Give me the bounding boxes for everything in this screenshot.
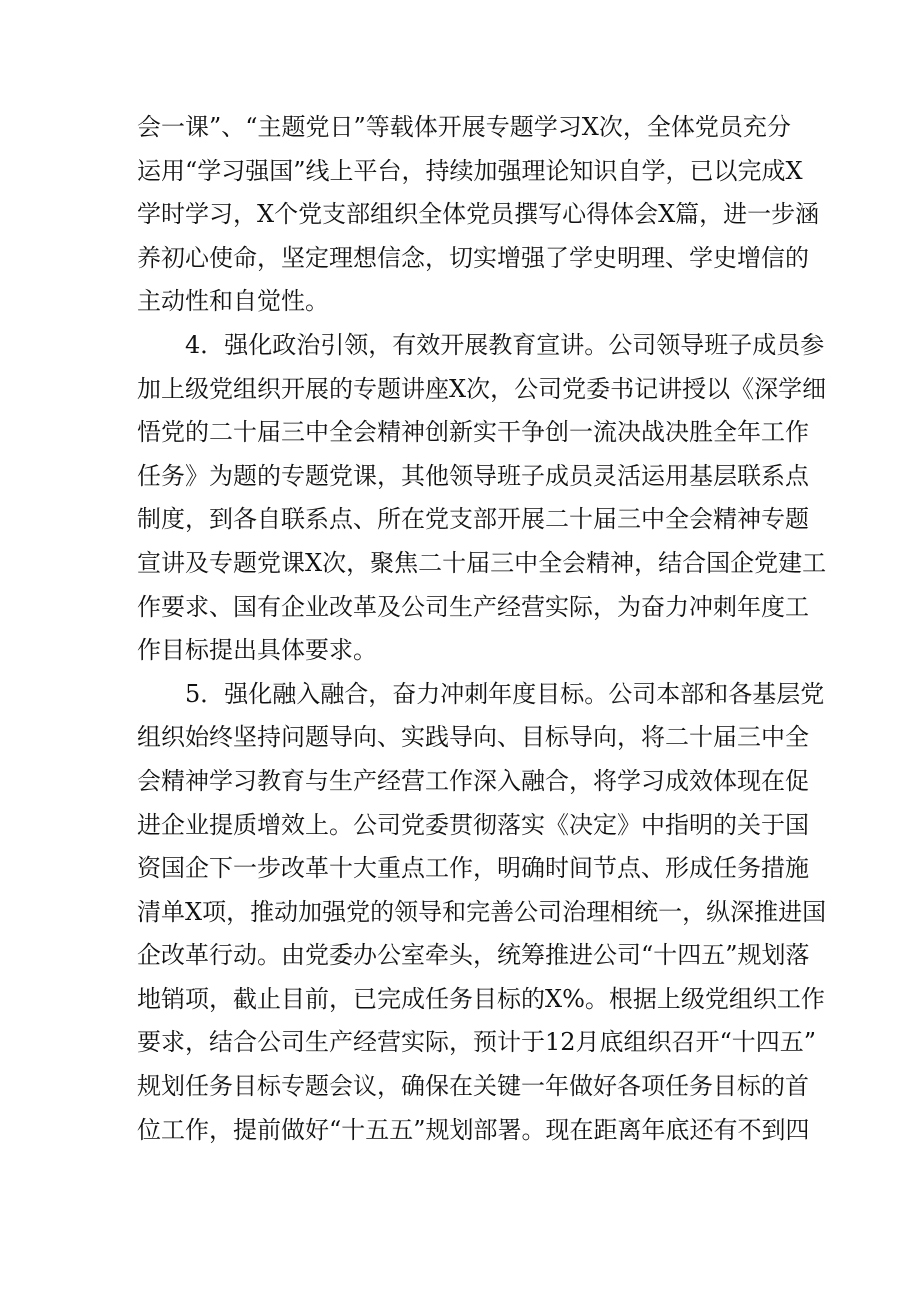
text-line: 资国企下一步改革十大重点工作，明确时间节点、形成任务措施 <box>137 854 809 883</box>
text-line: 加上级党组织开展的专题讲座X次，公司党委书记讲授以《深学细 <box>137 374 827 403</box>
text-line: 运用“学习强国”线上平台，持续加强理论知识自学，已以完成X <box>137 156 803 185</box>
text-line: 任务》为题的专题党课，其他领导班子成员灵活运用基层联系点 <box>137 461 809 490</box>
paragraph-item-5 <box>137 673 827 1153</box>
text-line: 主动性和自觉性。 <box>137 287 329 316</box>
text-line: 学时学习，X个党支部组织全体党员撰写心得体会X篇，进一步涵 <box>137 200 820 229</box>
text-line: 企改革行动。由党委办公室牵头，统筹推进公司“十四五”规划落 <box>137 941 810 970</box>
text-line: 会一课”、“主题党日”等载体开展专题学习X次，全体党员充分 <box>137 113 791 141</box>
paragraph-item-4 <box>137 324 827 673</box>
text-line: 进企业提质增效上。公司党委贯彻落实《决定》中指明的关于国 <box>137 810 809 839</box>
text-line: 规划任务目标专题会议，确保在关键一年做好各项任务目标的首 <box>137 1072 809 1101</box>
text-line: 制度，到各自联系点、所在党支部开展二十届三中全会精神专题 <box>137 505 809 534</box>
text-line: 位工作，提前做好“十五五”规划部署。现在距离年底还有不到四 <box>137 1115 810 1144</box>
text-line: 地销项，截止目前，已完成任务目标的X%。根据上级党组织工作 <box>137 984 825 1013</box>
text-line: 会精神学习教育与生产经营工作深入融合，将学习成效体现在促 <box>137 766 809 795</box>
text-line: 4．强化政治引领，有效开展教育宣讲。公司领导班子成员参 <box>185 330 825 359</box>
text-line: 悟党的二十届三中全会精神创新实干争创一流决战决胜全年工作 <box>137 418 809 447</box>
text-line: 养初心使命，坚定理想信念，切实增强了学史明理、学史增信的 <box>137 243 809 272</box>
text-line: 5．强化融入融合，奋力冲刺年度目标。公司本部和各基层党 <box>185 679 825 708</box>
text-line: 要求，结合公司生产经营实际，预计于12月底组织召开“十四五” <box>137 1028 817 1057</box>
text-line: 宣讲及专题党课X次，聚焦二十届三中全会精神，结合国企党建工 <box>137 548 827 577</box>
text-line: 组织始终坚持问题导向、实践导向、目标导向，将二十届三中全 <box>137 723 809 752</box>
paragraph-study-summary <box>137 106 820 324</box>
text-line: 作目标提出具体要求。 <box>137 636 377 665</box>
text-line: 作要求、国有企业改革及公司生产经营实际，为奋力冲刺年度工 <box>137 592 809 621</box>
document-page <box>137 106 827 1152</box>
text-line: 清单X项，推动加强党的领导和完善公司治理相统一，纵深推进国 <box>137 897 827 926</box>
